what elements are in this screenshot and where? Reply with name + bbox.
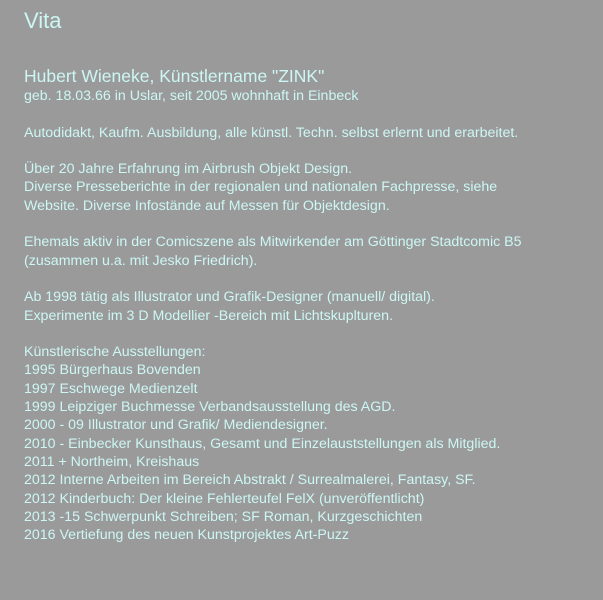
design-line: Experimente im 3 D Modellier -Bereich mit Lichtskuplturen. [24, 307, 394, 324]
exhibitions-section [24, 343, 594, 544]
exhibition-item: 2000 - 09 Illustrator und Grafik/ Mediendesigner. [24, 417, 328, 434]
experience-line: Über 20 Jahre Erfahrung im Airbrush Objekt Design. [24, 161, 353, 178]
experience-line: Website. Diverse Infostände auf Messen für Objektdesign. [24, 197, 390, 214]
page-title: Vita [24, 8, 62, 33]
exhibition-item: 2016 Vertiefung des neuen Kunstprojektes Art-Puzz [24, 527, 349, 544]
exhibition-item: 2012 Kinderbuch: Der kleine Fehlerteufel FelX (unveröffentlicht) [24, 490, 425, 507]
experience-section [24, 160, 594, 215]
comics-line: Ehemals aktiv in der Comicszene als Mitwirkender am Göttinger Stadtcomic B5 [24, 234, 522, 251]
comics-section [24, 233, 594, 270]
education-info: Autodidakt, Kaufm. Ausbildung, alle künstl. Techn. selbst erlernt und erarbeitet. [24, 124, 519, 141]
exhibition-item: 2011 + Northeim, Kreishaus [24, 453, 200, 470]
design-section [24, 288, 594, 325]
experience-line: Diverse Presseberichte in der regionalen und nationalen Fachpresse, siehe [24, 179, 498, 196]
exhibition-item: 2013 -15 Schwerpunkt Schreiben; SF Roman, Kurzgeschichten [24, 508, 423, 525]
exhibition-item: 1997 Eschwege Medienzelt [24, 380, 198, 397]
vita-content [24, 66, 594, 544]
exhibition-item: 2010 - Einbecker Kunsthaus, Gesamt und Einzelauststellungen als Mitglied. [24, 435, 501, 452]
comics-line: (zusammen u.a. mit Jesko Friedrich). [24, 252, 258, 269]
artist-name: Hubert Wieneke, Künstlername "ZINK" [24, 66, 325, 86]
exhibition-item: 2012 Interne Arbeiten im Bereich Abstrakt / Surrealmalerei, Fantasy, SF. [24, 472, 476, 489]
exhibitions-heading: Künstlerische Ausstellungen: [24, 344, 206, 361]
exhibition-item: 1995 Bürgerhaus Bovenden [24, 362, 201, 379]
birth-info: geb. 18.03.66 in Uslar, seit 2005 wohnhaft in Einbeck [24, 88, 359, 104]
design-line: Ab 1998 tätig als Illustrator und Grafik-Designer (manuell/ digital). [24, 289, 435, 306]
exhibition-item: 1999 Leipziger Buchmesse Verbandsausstellung des AGD. [24, 399, 396, 416]
